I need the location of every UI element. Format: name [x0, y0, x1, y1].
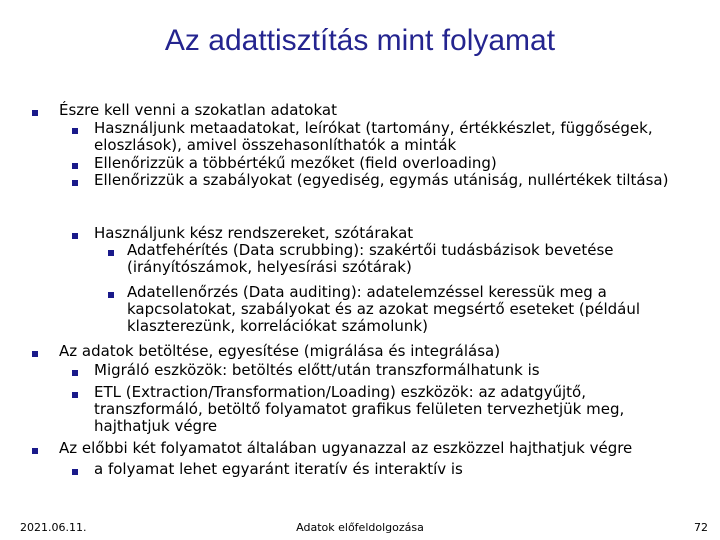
bullet-item: Ellenőrizzük a szabályokat (egyediség, egymás utániság, nullértékek tiltása) — [94, 171, 669, 189]
bullet-item: Használjunk kész rendszereket, szótárakat — [94, 224, 414, 242]
footer-date: 2021.06.11. — [20, 521, 87, 534]
bullet-item: Ellenőrizzük a többértékű mezőket (field overloading) — [94, 154, 497, 172]
bullet-item: ETL (Extraction/Transformation/Loading) eszközök: az adatgyűjtő, transzformáló, betöltő folyamatot grafikus felületen tervezhetjük meg, hajthatjuk végre — [94, 383, 625, 435]
slide-title: Az adattisztítás mint folyamat — [164, 24, 556, 57]
bullet-marker — [72, 469, 78, 475]
bullet-marker — [32, 351, 38, 357]
bullet-item: Használjunk metaadatokat, leírókat (tartomány, értékkészlet, függőségek, eloszlások), amivel összehasonlíthatók a minták — [94, 119, 653, 154]
page-number: 72 — [694, 521, 708, 534]
bullet-item: Migráló eszközök: betöltés előtt/után transzformálhatunk is — [94, 361, 540, 379]
bullet-marker — [72, 392, 78, 398]
bullet-marker — [108, 250, 114, 256]
bullet-item: a folyamat lehet egyaránt iteratív és interaktív is — [94, 460, 463, 478]
bullet-marker — [72, 128, 78, 134]
bullet-marker — [72, 163, 78, 169]
footer-title: Adatok előfeldolgozása — [296, 521, 424, 534]
bullet-marker — [108, 292, 114, 298]
bullet-item: Az adatok betöltése, egyesítése (migrálása és integrálása) — [59, 342, 501, 360]
bullet-item: Adatfehérítés (Data scrubbing): szakértői tudásbázisok bevetése (irányítószámok, helyesírási szótárak) — [127, 241, 614, 276]
bullet-marker — [32, 110, 38, 116]
bullet-item: Az előbbi két folyamatot általában ugyanazzal az eszközzel hajthatjuk végre — [59, 439, 633, 457]
bullet-item: Észre kell venni a szokatlan adatokat — [59, 101, 337, 119]
bullet-marker — [72, 233, 78, 239]
bullet-marker — [72, 180, 78, 186]
bullet-item: Adatellenőrzés (Data auditing): adatelemzéssel keressük meg a kapcsolatokat, szabályokat és az azokat megsértő eseteket (például klaszterezünk, korrelációkat számolunk) — [127, 283, 641, 335]
bullet-marker — [32, 448, 38, 454]
bullet-marker — [72, 370, 78, 376]
